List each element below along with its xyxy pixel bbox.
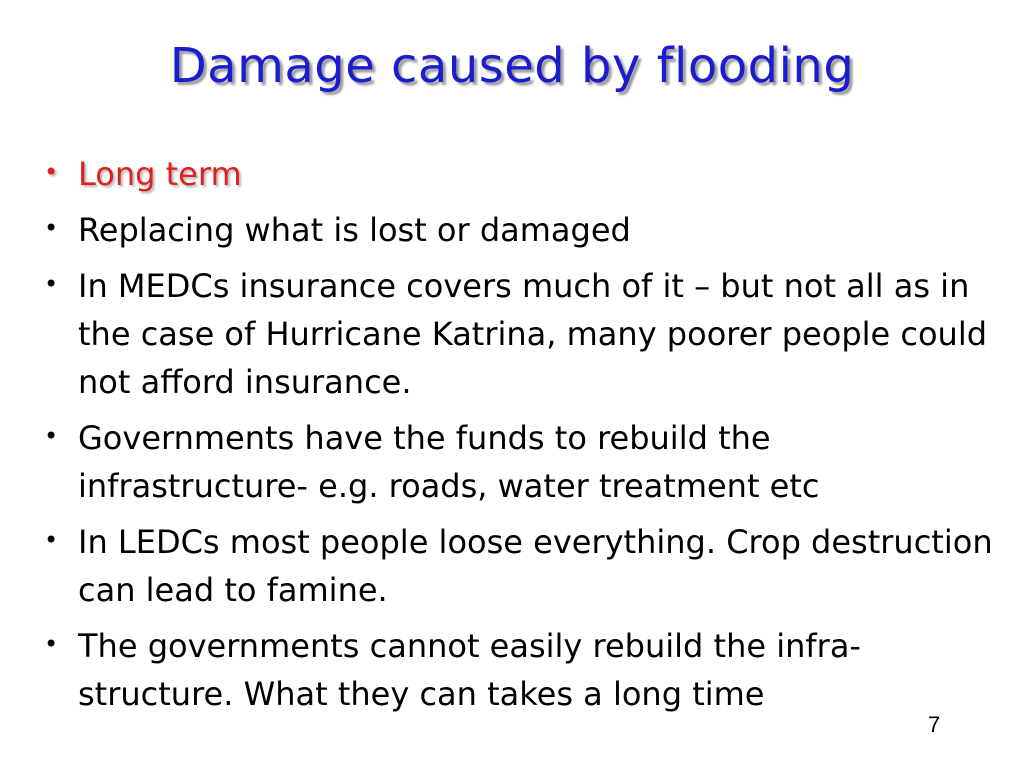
bullet-marker-icon: • (44, 158, 59, 186)
bullet-item-long-term (44, 150, 994, 198)
bullet-text: Long term (78, 155, 242, 193)
bullet-item-governments-cannot (44, 622, 994, 718)
bullet-text: In MEDCs insurance covers much of it – but not all as in the case of Hurricane Katrina, many poorer people could not afford insurance. (78, 267, 988, 401)
bullet-marker-icon: • (44, 422, 59, 450)
page-number: 7 (928, 712, 941, 737)
bullet-marker-icon: • (44, 214, 59, 242)
bullet-marker-icon: • (44, 526, 59, 554)
bullet-item-ledcs (44, 518, 994, 614)
bullet-item-replacing (44, 206, 994, 254)
bullet-item-governments-funds (44, 414, 994, 510)
bullet-text: The governments cannot easily rebuild the infra-structure. What they can takes a long time (78, 627, 861, 713)
slide-title: Damage caused by flooding (169, 38, 855, 94)
bullet-list (44, 150, 994, 726)
bullet-text: Governments have the funds to rebuild the infrastructure- e.g. roads, water treatment etc (78, 419, 820, 505)
bullet-text: Replacing what is lost or damaged (78, 211, 631, 249)
bullet-marker-icon: • (44, 630, 59, 658)
bullet-text: In LEDCs most people loose everything. Crop destruction can lead to famine. (78, 523, 993, 609)
bullet-marker-icon: • (44, 270, 59, 298)
bullet-item-medcs-insurance (44, 262, 994, 406)
